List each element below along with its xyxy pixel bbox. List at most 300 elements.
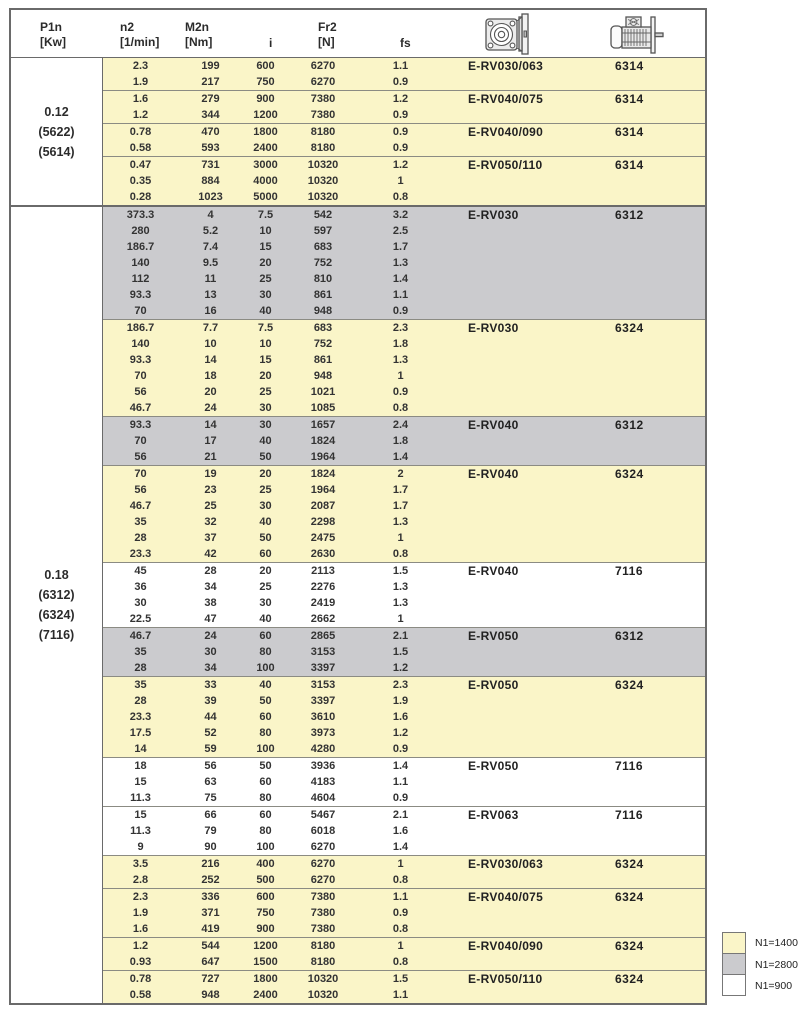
motor-size: 6324: [615, 939, 644, 953]
table-row: [103, 921, 705, 937]
table-row: [103, 368, 705, 384]
cell-m2n: 18: [204, 370, 217, 382]
col-header-m2n-name: M2n: [185, 20, 209, 34]
gearbox-model: E-RV050: [468, 678, 519, 692]
cell-fr2: 948: [313, 370, 333, 382]
cell-fr2: 1964: [310, 451, 336, 463]
cell-i: 20: [259, 468, 272, 480]
cell-fr2: 3936: [310, 760, 336, 772]
cell-n2: 2.8: [132, 874, 149, 886]
gearbox-model: E-RV030/063: [468, 857, 544, 871]
cell-i: 10: [259, 225, 272, 237]
ratio-block: [103, 806, 705, 855]
cell-fs: 1.7: [392, 241, 409, 253]
cell-fs: 2.5: [392, 225, 409, 237]
table-row: [103, 693, 705, 709]
cell-i: 2400: [253, 989, 278, 1001]
p1n-label-line: (6312): [38, 588, 75, 602]
gearbox-model: E-RV050: [468, 629, 519, 643]
cell-i: 20: [259, 370, 272, 382]
cell-fs: 1.3: [392, 516, 409, 528]
cell-i: 100: [256, 743, 275, 755]
col-header-n2: [120, 20, 159, 50]
legend-entry-label: N1=900: [755, 979, 793, 992]
cell-m2n: 419: [201, 923, 220, 935]
cell-n2: 0.58: [129, 989, 152, 1001]
selection-data-table: [9, 8, 707, 1005]
ratio-block: [103, 855, 705, 888]
gearbox-model: E-RV030/063: [468, 59, 544, 73]
cell-fs: 1.4: [392, 760, 409, 772]
cell-m2n: 371: [201, 907, 220, 919]
cell-fs: 1.7: [392, 484, 409, 496]
cell-n2: 9: [137, 841, 144, 853]
col-header-m2n-unit: [Nm]: [185, 35, 213, 49]
cell-n2: 0.47: [129, 159, 152, 171]
cell-i: 30: [259, 402, 272, 414]
table-row: [103, 790, 705, 806]
cell-fs: 1.8: [392, 338, 409, 350]
cell-fs: 1: [397, 940, 404, 952]
cell-m2n: 884: [201, 175, 220, 187]
cell-fr2: 6270: [310, 841, 336, 853]
power-group: [11, 205, 705, 1003]
cell-m2n: 7.7: [202, 322, 219, 334]
cell-i: 20: [259, 565, 272, 577]
table-row: [103, 579, 705, 595]
cell-n2: 2.3: [132, 891, 149, 903]
electric-motor-icon: [609, 16, 665, 54]
col-header-n2-name: n2: [120, 20, 135, 34]
cell-fr2: 1824: [310, 468, 336, 480]
cell-m2n: 217: [201, 76, 220, 88]
cell-i: 60: [259, 630, 272, 642]
cell-m2n: 75: [204, 792, 217, 804]
cell-m2n: 90: [204, 841, 217, 853]
ratio-block: [103, 416, 705, 465]
cell-n2: 35: [134, 516, 147, 528]
gearbox-model: E-RV030: [468, 208, 519, 222]
cell-fs: 2.3: [392, 322, 409, 334]
cell-m2n: 28: [204, 565, 217, 577]
cell-fs: 1.1: [392, 289, 409, 301]
cell-n2: 1.9: [132, 907, 149, 919]
cell-fr2: 2419: [310, 597, 336, 609]
p1n-label-line: 0.18: [44, 568, 69, 582]
cell-fr2: 1021: [310, 386, 336, 398]
ratio-block: [103, 58, 705, 90]
motor-size: 6324: [615, 972, 644, 986]
cell-fs: 1.2: [392, 159, 409, 171]
cell-n2: 140: [131, 257, 150, 269]
cell-fr2: 3610: [310, 711, 336, 723]
cell-fs: 1.6: [392, 711, 409, 723]
cell-m2n: 23: [204, 484, 217, 496]
gearbox-model: E-RV040: [468, 418, 519, 432]
cell-fs: 1.1: [392, 891, 409, 903]
cell-i: 60: [259, 776, 272, 788]
cell-i: 1800: [253, 973, 278, 985]
cell-fs: 1.2: [392, 727, 409, 739]
p1n-label-line: (7116): [38, 628, 75, 642]
table-row: [103, 433, 705, 449]
cell-fr2: 1964: [310, 484, 336, 496]
cell-fr2: 10320: [307, 175, 339, 187]
cell-fs: 1.1: [392, 60, 409, 72]
cell-fr2: 7380: [310, 93, 336, 105]
col-header-fr2: [318, 20, 337, 50]
cell-n2: 18: [134, 760, 147, 772]
cell-m2n: 47: [204, 613, 217, 625]
cell-m2n: 24: [204, 630, 217, 642]
cell-fr2: 683: [313, 322, 333, 334]
ratio-block: [103, 465, 705, 562]
block-list: [103, 58, 705, 205]
cell-fr2: 861: [313, 289, 333, 301]
table-row: [103, 336, 705, 352]
cell-fr2: 948: [313, 305, 333, 317]
cell-n2: 36: [134, 581, 147, 593]
table-row: [103, 239, 705, 255]
table-row: [103, 709, 705, 725]
motor-size: 7116: [615, 759, 644, 773]
cell-n2: 46.7: [129, 402, 152, 414]
cell-fr2: 752: [313, 257, 333, 269]
cell-i: 400: [256, 858, 275, 870]
table-row: [103, 595, 705, 611]
cell-i: 60: [259, 711, 272, 723]
cell-fs: 1.4: [392, 451, 409, 463]
cell-n2: 1.9: [132, 76, 149, 88]
cell-n2: 3.5: [132, 858, 149, 870]
cell-fr2: 1824: [310, 435, 336, 447]
ratio-block: [103, 90, 705, 123]
cell-fs: 1: [397, 370, 404, 382]
p1n-label-line: (6324): [38, 608, 75, 622]
table-row: [103, 498, 705, 514]
cell-i: 100: [256, 841, 275, 853]
cell-m2n: 44: [204, 711, 217, 723]
cell-n2: 0.35: [129, 175, 152, 187]
cell-fs: 1.3: [392, 257, 409, 269]
cell-n2: 14: [134, 743, 147, 755]
ratio-block: [103, 937, 705, 970]
cell-m2n: 38: [204, 597, 217, 609]
cell-m2n: 544: [201, 940, 220, 952]
cell-m2n: 39: [204, 695, 217, 707]
legend-entry: [722, 932, 798, 954]
cell-fs: 1.3: [392, 581, 409, 593]
cell-fr2: 2475: [310, 532, 336, 544]
cell-m2n: 5.2: [202, 225, 219, 237]
cell-i: 25: [259, 273, 272, 285]
col-header-p1n-name: P1n: [40, 20, 63, 34]
cell-m2n: 30: [204, 646, 217, 658]
cell-n2: 11.3: [130, 825, 151, 837]
cell-m2n: 33: [204, 679, 217, 691]
table-row: [103, 725, 705, 741]
cell-n2: 140: [131, 338, 150, 350]
cell-n2: 46.7: [129, 630, 152, 642]
motor-size: 7116: [615, 808, 644, 822]
ratio-block: [103, 123, 705, 156]
gearbox-model: E-RV040/075: [468, 890, 544, 904]
motor-size: 6312: [615, 208, 644, 222]
table-row: [103, 954, 705, 970]
cell-fs: 0.9: [392, 907, 409, 919]
cell-i: 900: [256, 923, 275, 935]
cell-fs: 0.9: [392, 305, 409, 317]
col-header-fs: fs: [400, 36, 411, 50]
cell-m2n: 252: [201, 874, 220, 886]
table-row: [103, 107, 705, 123]
cell-n2: 35: [134, 646, 147, 658]
cell-fs: 1.2: [392, 662, 409, 674]
cell-fs: 3.2: [392, 209, 409, 221]
cell-n2: 56: [134, 451, 147, 463]
cell-fr2: 3973: [310, 727, 336, 739]
cell-i: 30: [259, 419, 272, 431]
legend-entry: [722, 975, 798, 996]
cell-m2n: 10: [204, 338, 217, 350]
cell-fs: 1.2: [392, 93, 409, 105]
table-row: [103, 352, 705, 368]
cell-fs: 0.9: [392, 76, 409, 88]
ratio-block: [103, 676, 705, 757]
cell-i: 25: [259, 581, 272, 593]
cell-n2: 70: [134, 305, 147, 317]
cell-fs: 1.4: [392, 841, 409, 853]
cell-n2: 93.3: [129, 354, 152, 366]
cell-m2n: 14: [204, 354, 217, 366]
cell-i: 15: [259, 241, 272, 253]
cell-m2n: 16: [204, 305, 217, 317]
cell-fr2: 7380: [310, 907, 336, 919]
table-row: [103, 644, 705, 660]
table-row: [103, 173, 705, 189]
cell-fr2: 6270: [310, 76, 336, 88]
cell-fr2: 810: [313, 273, 333, 285]
cell-i: 2400: [253, 142, 278, 154]
cell-m2n: 34: [204, 581, 217, 593]
cell-m2n: 14: [204, 419, 217, 431]
table-row: [103, 223, 705, 239]
motor-size: 6324: [615, 890, 644, 904]
table-row: [103, 400, 705, 416]
cell-fs: 0.9: [392, 386, 409, 398]
cell-m2n: 336: [201, 891, 220, 903]
cell-i: 40: [259, 435, 272, 447]
cell-n2: 93.3: [129, 289, 152, 301]
table-row: [103, 287, 705, 303]
cell-fr2: 6270: [310, 858, 336, 870]
cell-m2n: 216: [201, 858, 220, 870]
cell-fr2: 752: [313, 338, 333, 350]
cell-fs: 0.9: [392, 142, 409, 154]
cell-fs: 1.6: [392, 825, 409, 837]
table-row: [103, 774, 705, 790]
table-row: [103, 823, 705, 839]
cell-n2: 0.93: [129, 956, 152, 968]
cell-fr2: 597: [313, 225, 333, 237]
table-header: [11, 10, 705, 58]
cell-fs: 0.9: [392, 109, 409, 121]
cell-n2: 46.7: [129, 500, 152, 512]
cell-i: 80: [259, 727, 272, 739]
cell-i: 40: [259, 679, 272, 691]
cell-fs: 1.1: [392, 776, 409, 788]
cell-fr2: 2298: [310, 516, 336, 528]
cell-n2: 112: [131, 273, 150, 285]
cell-fr2: 2087: [310, 500, 336, 512]
cell-i: 30: [259, 289, 272, 301]
block-list: [103, 207, 705, 1003]
legend-color-swatch: [722, 953, 746, 975]
cell-m2n: 948: [201, 989, 220, 1001]
cell-fs: 0.8: [392, 402, 409, 414]
table-row: [103, 303, 705, 319]
cell-m2n: 34: [204, 662, 217, 674]
cell-i: 50: [259, 532, 272, 544]
cell-fs: 0.8: [392, 923, 409, 935]
cell-i: 80: [259, 792, 272, 804]
cell-i: 40: [259, 613, 272, 625]
cell-i: 900: [256, 93, 275, 105]
cell-fs: 1.3: [392, 354, 409, 366]
cell-i: 20: [259, 257, 272, 269]
cell-fr2: 3153: [310, 646, 336, 658]
cell-m2n: 1023: [198, 191, 223, 203]
cell-fr2: 1657: [310, 419, 336, 431]
cell-i: 1800: [253, 126, 278, 138]
ratio-block: [103, 319, 705, 416]
cell-m2n: 59: [204, 743, 217, 755]
cell-fr2: 6270: [310, 60, 336, 72]
legend-entry: [722, 954, 798, 975]
motor-size: 6314: [615, 125, 644, 139]
cell-i: 15: [259, 354, 272, 366]
cell-fs: 2: [397, 468, 404, 480]
cell-m2n: 52: [204, 727, 217, 739]
cell-m2n: 731: [201, 159, 220, 171]
cell-m2n: 37: [204, 532, 217, 544]
cell-n2: 35: [134, 679, 147, 691]
p1n-label-line: (5622): [38, 124, 75, 139]
ratio-block: [103, 888, 705, 937]
cell-fr2: 8180: [310, 940, 336, 952]
cell-n2: 30: [134, 597, 147, 609]
worm-gearbox-icon: [483, 13, 533, 55]
cell-fr2: 10320: [307, 159, 339, 171]
cell-n2: 186.7: [126, 322, 155, 334]
table-row: [103, 271, 705, 287]
motor-size: 6324: [615, 678, 644, 692]
table-row: [103, 530, 705, 546]
cell-i: 25: [259, 386, 272, 398]
cell-fs: 1.1: [392, 989, 409, 1001]
cell-i: 10: [259, 338, 272, 350]
cell-m2n: 593: [201, 142, 220, 154]
gearbox-model: E-RV050: [468, 759, 519, 773]
table-row: [103, 872, 705, 888]
table-row: [103, 987, 705, 1003]
cell-fr2: 6018: [310, 825, 336, 837]
cell-fs: 1.7: [392, 500, 409, 512]
table-row: [103, 74, 705, 90]
p1n-label-line: (5614): [38, 144, 75, 159]
table-body: [11, 58, 705, 1003]
cell-i: 1500: [253, 956, 278, 968]
cell-m2n: 11: [204, 273, 217, 285]
cell-m2n: 63: [204, 776, 217, 788]
ratio-block: [103, 627, 705, 676]
cell-m2n: 19: [204, 468, 217, 480]
cell-n2: 17.5: [129, 727, 152, 739]
cell-m2n: 9.5: [202, 257, 219, 269]
cell-n2: 22.5: [129, 613, 152, 625]
gearbox-model: E-RV050/110: [468, 158, 543, 172]
cell-fs: 1.4: [392, 273, 409, 285]
cell-i: 50: [259, 695, 272, 707]
motor-size: 6314: [615, 59, 644, 73]
gearbox-model: E-RV040/090: [468, 939, 544, 953]
table-row: [103, 189, 705, 205]
cell-n2: 1.6: [132, 923, 149, 935]
gearbox-model: E-RV040: [468, 564, 519, 578]
ratio-block: [103, 757, 705, 806]
cell-n2: 1.2: [132, 109, 149, 121]
cell-fr2: 2276: [310, 581, 336, 593]
cell-i: 30: [259, 500, 272, 512]
cell-fr2: 861: [313, 354, 333, 366]
legend-entry-label: N1=1400: [755, 937, 798, 949]
cell-n2: 93.3: [129, 419, 152, 431]
cell-fs: 2.1: [392, 809, 409, 821]
gearbox-model: E-RV040/075: [468, 92, 544, 106]
gearbox-model: E-RV063: [468, 808, 519, 822]
cell-n2: 23.3: [129, 548, 152, 560]
cell-fs: 1: [397, 175, 404, 187]
cell-n2: 28: [134, 662, 147, 674]
p1n-label: [11, 207, 103, 1003]
p1n-label-line: 0.12: [44, 104, 69, 119]
p1n-label: [11, 58, 103, 205]
cell-fr2: 2662: [310, 613, 336, 625]
cell-m2n: 79: [204, 825, 217, 837]
gearbox-model: E-RV050/110: [468, 972, 543, 986]
cell-m2n: 470: [201, 126, 220, 138]
cell-n2: 15: [134, 776, 147, 788]
cell-n2: 0.78: [129, 126, 152, 138]
cell-i: 500: [256, 874, 275, 886]
col-header-i: i: [269, 36, 273, 50]
cell-fr2: 10320: [307, 191, 339, 203]
cell-i: 25: [259, 484, 272, 496]
gearbox-model: E-RV040/090: [468, 125, 544, 139]
cell-fs: 1: [397, 532, 404, 544]
cell-n2: 2.3: [132, 60, 149, 72]
table-row: [103, 140, 705, 156]
cell-i: 100: [256, 662, 275, 674]
table-row: [103, 546, 705, 562]
cell-fs: 1.5: [392, 565, 409, 577]
cell-fr2: 8180: [310, 126, 336, 138]
cell-i: 600: [256, 891, 275, 903]
ratio-block: [103, 970, 705, 1003]
cell-fr2: 542: [313, 209, 333, 221]
cell-i: 600: [256, 60, 275, 72]
cell-n2: 70: [134, 435, 147, 447]
